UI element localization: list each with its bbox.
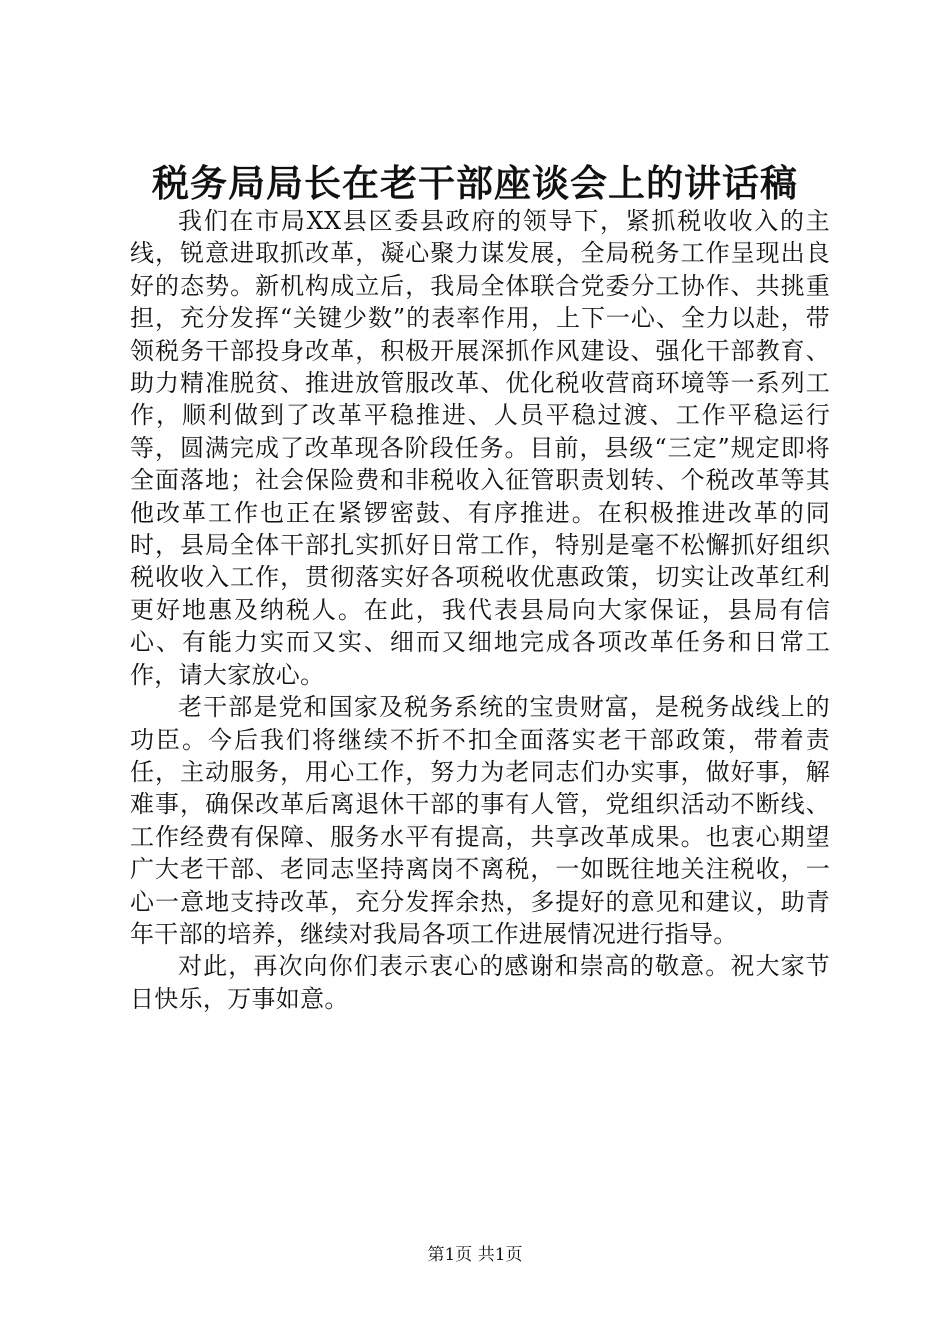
paragraph-2: 老干部是党和国家及税务系统的宝贵财富，是税务战线上的功臣。今后我们将继续不折不扣全面落实老干部政策，带着责任，主动服务，用心工作，努力为老同志们办实事，做好事，解难事，确保改革后离退休干部的事有人管，党组织活动不断线、工作经费有保障、服务水平有提高，共享改革成果。也衷心期望广大老干部、老同志坚持离岗不离税，一如既往地关注税收，一心一意地支持改革，充分发挥余热，多提好的意见和建议，助青年干部的培养，继续对我局各项工作进展情况进行指导。 — [130, 693, 830, 948]
paragraph-1: 我们在市局XX县区委县政府的领导下，紧抓税收收入的主线，锐意进取抓改革，凝心聚力谋发展，全局税务工作呈现出良好的态势。新机构成立后，我局全体联合党委分工协作、共挑重担，充分发挥“关键少数”的表率作用，上下一心、全力以赴，带领税务干部投身改革，积极开展深抓作风建设、强化干部教育、助力精准脱贫、推进放管服改革、优化税收营商环境等一系列工作，顺利做到了改革平稳推进、人员平稳过渡、工作平稳运行等，圆满完成了改革现各阶段任务。目前，县级“三定”规定即将全面落地；社会保险费和非税收入征管职责划转、个税改革等其他改革工作也正在紧锣密鼓、有序推进。在积极推进改革的同时，县局全体干部扎实抓好日常工作，特别是毫不松懈抓好组织税收收入工作，贯彻落实好各项税收优惠政策，切实让改革红利更好地惠及纳税人。在此，我代表县局向大家保证，县局有信心、有能力实而又实、细而又细地完成各项改革任务和日常工作，请大家放心。 — [130, 207, 830, 689]
page-number-footer: 第1页 共1页 — [427, 1245, 523, 1265]
document-body — [130, 205, 830, 1015]
document-title: 税务局局长在老干部座谈会上的讲话稿 — [152, 161, 798, 205]
paragraph-3: 对此，再次向你们表示衷心的感谢和崇高的敬意。祝大家节日快乐，万事如意。 — [130, 952, 830, 1013]
